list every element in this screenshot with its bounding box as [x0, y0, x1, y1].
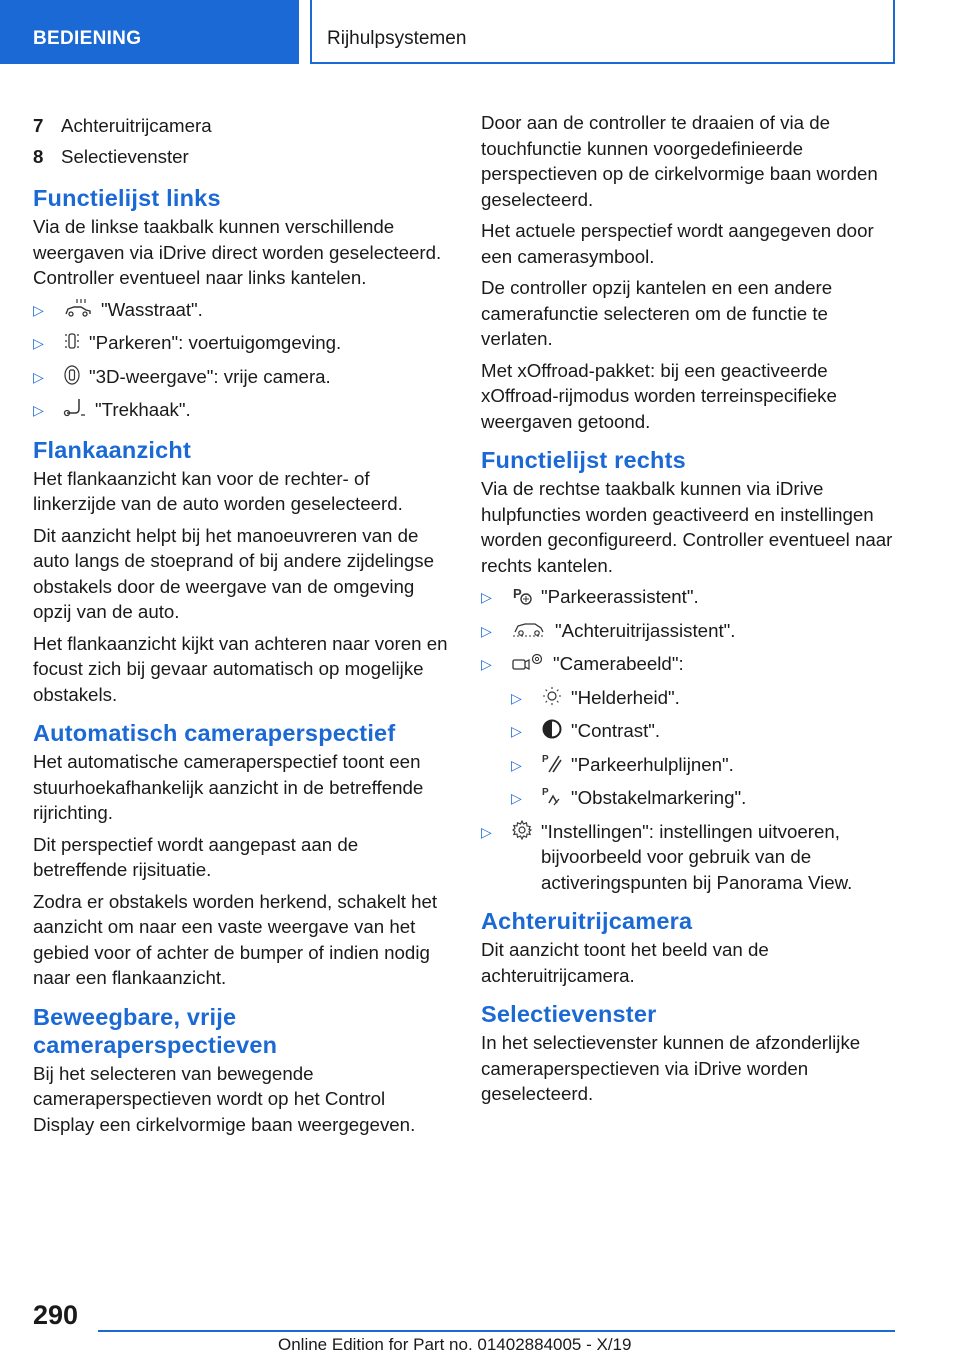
item-text: "Camerabeeld":: [553, 653, 684, 674]
item-text: Selectievenster: [61, 146, 189, 167]
reversing-assistant-icon: [511, 618, 547, 640]
paragraph: Het automatische cameraperspectief toont een stuurhoekafhankelijk aanzicht in de betreffende rijrichting.: [33, 751, 424, 823]
heading-selectievenster: Selectievenster: [481, 1001, 657, 1027]
heading-beweegbare-cameraperspectieven: Beweegbare, vrije cameraperspectieven: [33, 1003, 278, 1058]
item-text: "Parkeerassistent".: [541, 586, 699, 607]
item-text: "Instellingen": instellingen uitvoeren, bijvoorbeeld voor gebruik van de activeringspunten bij Panorama View.: [541, 820, 853, 893]
trailer-hitch-icon: [63, 397, 87, 419]
heading-automatisch-cameraperspectief: Automatisch cameraperspectief: [33, 720, 396, 746]
heading-achteruitrijcamera: Achteruitrijcamera: [481, 908, 693, 934]
bullet-triangle-icon: ▷: [481, 589, 492, 605]
sub-list-item: [481, 685, 899, 712]
parking-assistant-icon: [511, 584, 533, 606]
paragraph: Dit aanzicht helpt bij het manoeuvreren van de auto langs de stoeprand of bij andere zijdelingse obstakels door de weergave van de omgeving opzij van de auto.: [33, 524, 435, 622]
camera-settings-icon: [511, 651, 545, 673]
obstacle-marking-icon: [541, 785, 563, 807]
footer-divider: [98, 1330, 895, 1332]
paragraph: Het flankaanzicht kijkt van achteren naar voren en focust zich bij gevaar automatisch op mogelijke obstakels.: [33, 632, 448, 705]
paragraph: Door aan de controller te draaien of via de touchfunctie kunnen voorgedefinieerde perspectieven op de cirkelvormige baan worden geselecteerd.: [481, 112, 878, 210]
bullet-triangle-icon: ▷: [511, 723, 522, 739]
item-text: "3D-weergave": vrije camera.: [89, 365, 331, 387]
bullet-triangle-icon: ▷: [511, 790, 522, 806]
sub-list-item: [481, 785, 899, 812]
paragraph: Bij het selecteren van bewegende cameraperspectieven wordt op het Control Display een cirkelvormige baan weergegeven.: [33, 1062, 416, 1135]
heading-flankaanzicht: Flankaanzicht: [33, 436, 192, 463]
list-item: [33, 330, 451, 357]
left-column: [33, 110, 451, 1143]
list-item: [481, 651, 899, 678]
item-text: "Parkeren": voertuigomgeving.: [89, 332, 342, 353]
sub-list-item: [481, 752, 899, 779]
bullet-triangle-icon: ▷: [33, 368, 44, 385]
paragraph: Dit perspectief wordt aangepast aan de betreffende rijsituatie.: [33, 833, 359, 880]
bullet-triangle-icon: ▷: [511, 756, 522, 773]
item-text: "Contrast".: [571, 720, 661, 741]
brightness-icon: [541, 685, 563, 707]
item-text: Achteruitrijcamera: [61, 115, 212, 136]
item-number: 8: [33, 146, 44, 167]
paragraph: De controller opzij kantelen en een andere camerafunctie selecteren om de functie te verlaten.: [481, 277, 833, 349]
paragraph: Met xOffroad-pakket: bij een geactiveerde xOffroad-rijmodus worden terreinspecifieke weergaven getoond.: [481, 359, 837, 432]
sub-list-item: [481, 718, 899, 745]
item-text: "Achteruitrijassistent".: [555, 619, 736, 641]
item-text: "Wasstraat".: [101, 298, 203, 320]
parking-guide-lines-icon: [541, 752, 563, 774]
chapter-header: [310, 0, 895, 64]
chapter-label: Rijhulpsystemen: [327, 28, 467, 49]
numbered-item: [33, 141, 451, 172]
paragraph: In het selectievenster kunnen de afzonderlijke cameraperspectieven via iDrive worden geselecteerd.: [481, 1032, 861, 1104]
bullet-triangle-icon: ▷: [511, 689, 522, 706]
item-text: "Parkeerhulplijnen".: [571, 753, 734, 775]
section-label: BEDIENING: [33, 28, 142, 49]
bullet-triangle-icon: ▷: [33, 402, 44, 418]
numbered-item: [33, 110, 451, 141]
bullet-triangle-icon: ▷: [33, 301, 44, 318]
bullet-triangle-icon: ▷: [481, 823, 492, 840]
paragraph: Het flankaanzicht kan voor de rechter- of linkerzijde van de auto worden geselecteerd.: [33, 467, 403, 514]
section-header: [0, 0, 299, 64]
bullet-triangle-icon: ▷: [481, 656, 492, 672]
list-item: [481, 584, 899, 611]
heading-functielijst-links: Functielijst links: [33, 185, 221, 211]
car-wash-icon: [63, 297, 93, 319]
page-number: 290: [33, 1300, 79, 1330]
item-number: 7: [33, 115, 44, 136]
item-text: "Trekhaak".: [95, 399, 191, 420]
parking-view-icon: [63, 330, 81, 352]
bullet-triangle-icon: ▷: [481, 622, 492, 639]
list-item: [33, 297, 451, 324]
svg-text:P: P: [542, 787, 549, 798]
list-item: [33, 397, 451, 424]
paragraph: Via de rechtse taakbalk kunnen via iDrive hulpfuncties worden geactiveerd en instellingen worden geconfigureerd. Controller eventueel naar rechts kantelen.: [481, 478, 893, 576]
footer-edition: Online Edition for Part no. 01402884005 - X/19: [278, 1335, 632, 1354]
paragraph: Dit aanzicht toont het beeld van de achteruitrijcamera.: [481, 939, 769, 986]
gear-icon: [511, 819, 533, 841]
contrast-icon: [541, 718, 563, 740]
list-item: [481, 819, 899, 896]
paragraph: Zodra er obstakels worden herkend, schakelt het aanzicht om naar een vaste weergave van het gebied voor of achter de bumper of indien nodig naar een flankaanzicht.: [33, 890, 438, 988]
heading-functielijst-rechts: Functielijst rechts: [481, 447, 686, 473]
item-text: "Helderheid".: [571, 686, 680, 708]
list-item: [481, 618, 899, 645]
bullet-triangle-icon: ▷: [33, 335, 44, 351]
svg-text:P: P: [513, 586, 522, 601]
list-item: [33, 364, 451, 391]
paragraph: Het actuele perspectief wordt aangegeven door een camerasymbool.: [481, 220, 874, 267]
item-text: "Obstakelmarkering".: [571, 787, 747, 808]
svg-text:P: P: [542, 753, 549, 765]
right-column: [481, 110, 899, 1113]
3d-view-icon: [63, 364, 81, 386]
paragraph: Via de linkse taakbalk kunnen verschillende weergaven via iDrive direct worden geselecteerd. Controller eventueel naar links kantelen.: [33, 216, 442, 288]
